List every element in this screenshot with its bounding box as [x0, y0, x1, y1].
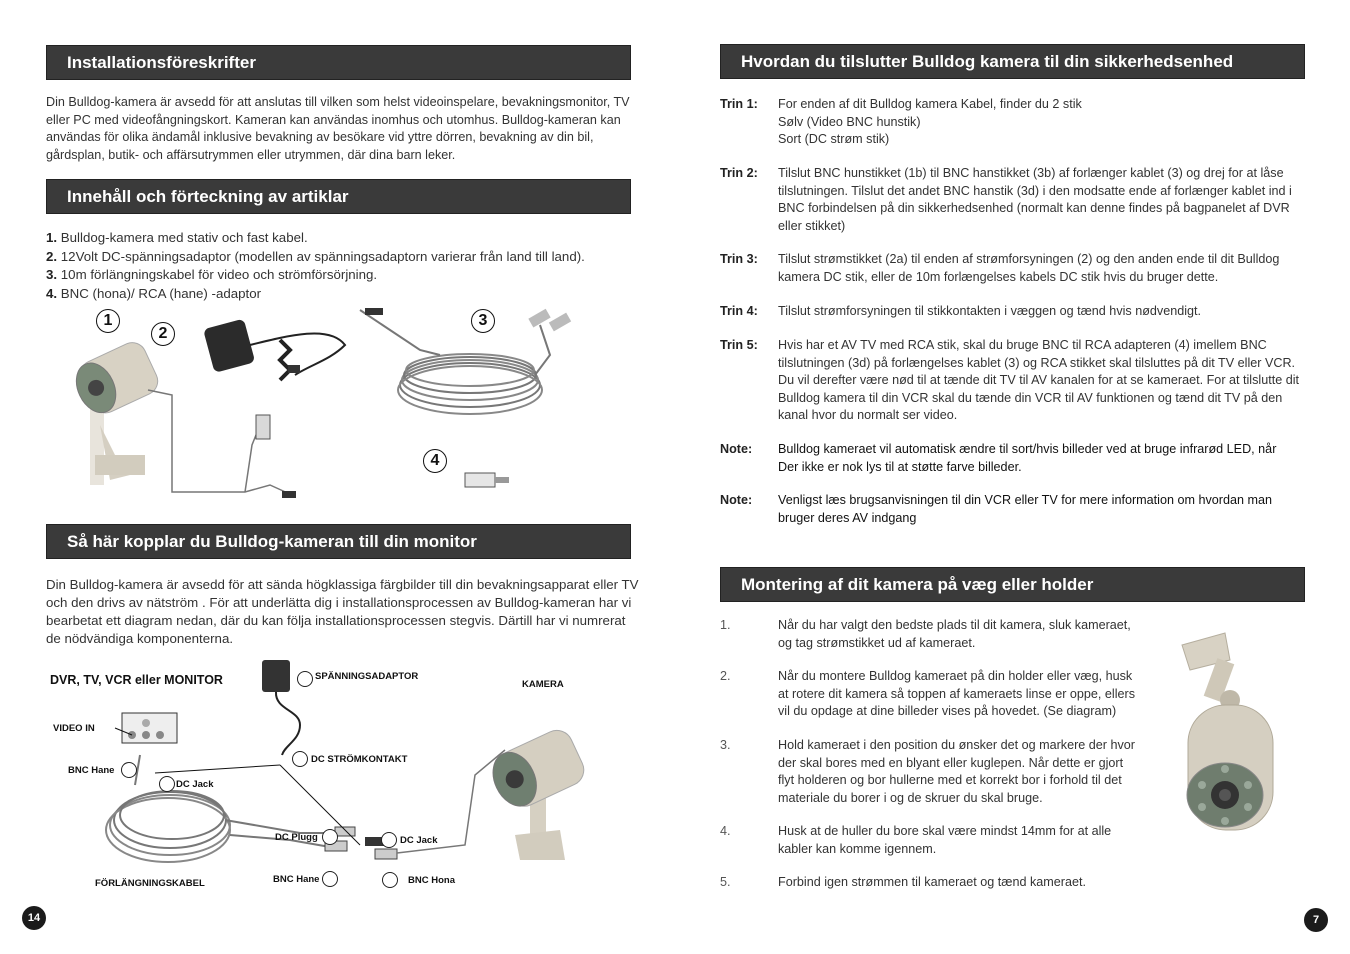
text-line: Der ikke er nok lys til at støtte farve billeder. [778, 459, 1022, 474]
step-label: Trin 4: [720, 304, 758, 318]
text-line: Din Bulldog-kamera är avsedd för att sända högklassiga färgbilder till din bevakningsapparat eller TV [46, 577, 639, 592]
video-in-label: VIDEO IN [53, 723, 95, 734]
mounted-camera-image [1170, 625, 1320, 835]
text-line: tilslutningen. Tilslut det andet BNC hanstik (3d) i den modsatte ende af forlænger kablet ind i [778, 183, 1292, 198]
section-title: Installationsföreskrifter [67, 53, 256, 72]
text-line: tilslutningen (3d) på forlængelses kablet (3) og RCA stikket skal tilsluttes på dit TV eller VCR. [778, 355, 1296, 370]
dc-jack-top-marker [159, 776, 175, 792]
step-label: Trin 3: [720, 252, 758, 266]
list-item: 2. 12Volt DC-spänningsadaptor (modellen av spänningsadaptorn varierar från land till land). [46, 248, 585, 264]
step-label: Trin 1: [720, 97, 758, 111]
step-number: 4. [720, 824, 731, 838]
text-line: Hold kameraet i den position du ønsker det og markere der hvor [778, 738, 1136, 752]
bnc-hona-label: BNC Hona [408, 875, 455, 886]
text-line: användas för olika ändamål inklusive bevakning av besökare vid yttre dörren, bevakning av din bil, [46, 130, 594, 144]
callout-2: 2 [151, 322, 175, 346]
text-line: BNC forbindelsen på din sikkerhedsenhed (normalt kan denne findes på bagpanelet af DVR [778, 201, 1290, 215]
bnc-hane-top-marker [121, 762, 137, 778]
text-line: Forbind igen strømmen til kameraet og tænd kameraet. [778, 875, 1086, 889]
text-line: Bulldog kamera til din VCR skal du tænde din VCR til AV funktionen og tænd dit TV på den [778, 390, 1283, 405]
text-line: gårdsplan, butik- och affärsutrymmen eller utrymmen, där dina barn leker. [46, 147, 456, 162]
callout-1: 1 [96, 309, 120, 333]
bnc-hane-bottom-marker [322, 871, 338, 887]
text-line: Du vil derefter være nød til at tænde dit TV til AV kanalen for at se kameraet. For at tilslutte dit [778, 373, 1300, 387]
text-line: Sort (DC strøm stik) [778, 132, 890, 146]
text-line: bearbetat ett diagram nedan, där du kan följa installationsprocessen stegvis. Därtill har vi numrerat [46, 613, 626, 628]
contents-illustration [60, 305, 620, 515]
text-line: flyt holderen og bor hullerne med et korrekt bor i forhold til det [778, 773, 1122, 787]
text-line: Sølv (Video BNC hunstik) [778, 114, 921, 129]
text-line: de nödvändiga komponenterna. [46, 631, 234, 646]
connection-diagram [60, 655, 620, 895]
section-title: Innehåll och förteckning av artiklar [67, 187, 349, 206]
dc-jack-right-label: DC Jack [400, 835, 438, 846]
note-label: Note: [720, 493, 753, 507]
step-number: 3. [720, 738, 731, 752]
step-number: 5. [720, 875, 731, 889]
text-line: Husk at de huller du bore skal være mindst 14mm for at alle [778, 824, 1112, 838]
text-line: bruger deres AV indgang [778, 510, 917, 525]
step-label: Trin 5: [720, 338, 758, 352]
text-line: Tilslut strømforsyningen til stikkontakten i væggen og tænd hvis nødvendigt. [778, 304, 1202, 318]
text-line: kanal hvor du normalt ser video. [778, 408, 958, 422]
text-line: kamera DC stik, eller de 10m forlængelses kabels DC stik hvis du bruger dette. [778, 269, 1219, 284]
note-label: Note: [720, 442, 753, 456]
text-line: Når du har valgt den bedste plads til dit kamera, sluk kameraet, [778, 618, 1131, 632]
text-line: Når du montere Bulldog kameraet på din holder eller væg, husk [778, 669, 1133, 683]
page-number-left: 14 [22, 906, 46, 930]
dc-jack-right-marker [381, 832, 397, 848]
installation-paragraph [46, 94, 636, 164]
list-item: 3. 10m förlängningskabel för video och strömförsörjning. [46, 267, 378, 282]
text-line: og tag strømstikket ud af kameraet. [778, 635, 976, 650]
dc-plugg-marker [322, 829, 338, 845]
bnc-hane-top-label: BNC Hane [68, 765, 115, 776]
section-title: Montering af dit kamera på væg eller holder [741, 575, 1094, 594]
text-line: vil du opdage at dine billeder vises på hovedet. (Se diagram) [778, 704, 1117, 718]
text-line: materiale du borer i og de skruer du skal bruge. [778, 790, 1043, 805]
text-line: Venligst læs brugsanvisningen til din VCR eller TV for mere information om hvordan man [778, 493, 1272, 507]
section-title: Så här kopplar du Bulldog-kameran till din monitor [67, 532, 477, 551]
camera-label: KAMERA [522, 679, 564, 690]
page-number-right: 7 [1304, 908, 1328, 932]
contents-list [46, 229, 646, 303]
dc-stromkontakt-label: DC STRÖMKONTAKT [311, 754, 408, 765]
dc-plugg-label: DC Plugg [275, 832, 318, 843]
text-line: eller stikket) [778, 218, 846, 233]
text-line: For enden af dit Bulldog kamera Kabel, finder du 2 stik [778, 97, 1082, 111]
text-line: kabler kan komme igennem. [778, 841, 937, 856]
adapter-marker [297, 671, 313, 687]
section-header-contents [46, 179, 631, 214]
section-header-installation [46, 45, 631, 80]
text-line: Din Bulldog-kamera är avsedd för att anslutas till vilken som helst videoinspelare, bevakningsmonitor, TV [46, 95, 630, 109]
section-header-connect-dk [720, 44, 1305, 79]
text-line: Bulldog kameraet vil automatisk ændre til sort/hvis billeder ved at bruge infrarød LED, når [778, 442, 1277, 456]
dvr-label: DVR, TV, VCR eller MONITOR [50, 673, 223, 687]
step-label: Trin 2: [720, 166, 758, 180]
step-number: 1. [720, 618, 731, 632]
section-header-mounting [720, 567, 1305, 602]
text-line: der skal bores med en blyant eller kuglepen. Når dette er gjort [778, 755, 1124, 770]
text-line: Tilslut strømstikket (2a) til enden af strømforsyningen (2) og den anden ende til dit Bulldog [778, 252, 1280, 266]
step-number: 2. [720, 669, 731, 683]
dc-jack-top-label: DC Jack [176, 779, 214, 790]
text-line: eller PC med videofångningskort. Kameran kan användas inomhus och utomhus. Bulldog-kameran kan [46, 112, 621, 127]
list-item: 4. BNC (hona)/ RCA (hane) -adaptor [46, 285, 262, 301]
section-header-connect [46, 524, 631, 559]
dc-stromkontakt-marker [292, 751, 308, 767]
text-line: Hvis har et AV TV med RCA stik, skal du bruge BNC til RCA adapteren (4) imellem BNC [778, 338, 1267, 352]
list-item: 1. Bulldog-kamera med stativ och fast kabel. [46, 230, 308, 245]
text-line: at rotere dit kamera så toppen af kameraets linse er oppe, ellers [778, 686, 1136, 701]
bnc-hona-marker [382, 872, 398, 888]
forlangning-label: FÖRLÄNGNINGSKABEL [95, 878, 205, 889]
callout-4: 4 [423, 449, 447, 473]
callout-3: 3 [471, 309, 495, 333]
section-title: Hvordan du tilslutter Bulldog kamera til din sikkerhedsenhed [741, 52, 1234, 71]
text-line: och den drivs av nätström . För att underlätta dig i installationsprocessen av Bulldog-kameran har vi [46, 595, 632, 610]
text-line: Tilslut BNC hunstikket (1b) til BNC hanstikket (3b) af forlænger kablet (3) og drej for at låse [778, 166, 1284, 180]
adapter-label: SPÄNNINGSADAPTOR [315, 671, 419, 682]
bnc-hane-bottom-label: BNC Hane [273, 874, 320, 885]
connect-paragraph [46, 576, 646, 648]
